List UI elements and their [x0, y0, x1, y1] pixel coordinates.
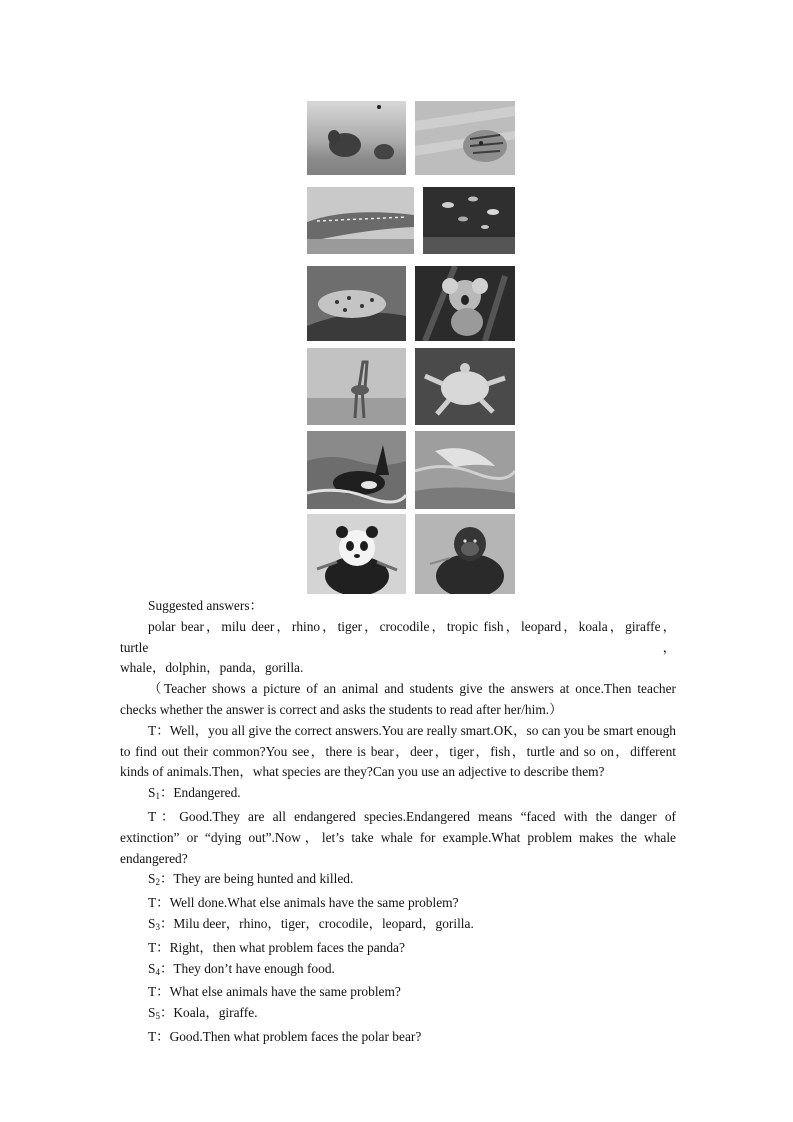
tiger-photo	[415, 101, 515, 175]
suggested-answers-heading: Suggested answers：	[148, 598, 263, 613]
dialogue-student-4: $S_4$：They don’t have enough food.	[148, 960, 335, 977]
teacher-instruction: （Teacher shows a picture of an animal and students give the answers at once.Then teacher checks whether the answer is correct and asks the students to read after her/him.）	[120, 681, 676, 717]
dolphin-photo	[415, 431, 515, 509]
crocodile-photo	[307, 187, 414, 254]
dialogue-teacher-4: T：Right，then what problem faces the panda?	[148, 939, 405, 955]
panda-photo	[307, 514, 406, 594]
dialogue-student-3: $S_3$：Milu deer，rhino，tiger，crocodile，leopard，gorilla.	[148, 915, 474, 932]
dialogue-student-1: $S_1$：Endangered.	[148, 785, 241, 802]
giraffe-photo	[307, 348, 406, 425]
dialogue-student-5: $S_5$：Koala，giraffe.	[148, 1005, 258, 1022]
rhino-photo	[307, 101, 406, 175]
koala-photo	[415, 266, 515, 341]
dialogue-teacher-5: T：What else animals have the same problem?	[148, 984, 401, 1000]
dialogue-teacher-3: T：Well done.What else animals have the same problem?	[148, 895, 459, 911]
dialogue-student-2: $S_2$：They are being hunted and killed.	[148, 871, 354, 888]
turtle-photo	[415, 348, 515, 425]
dialogue-teacher-1: T：Well，you all give the correct answers.You are really smart.OK，so can you be smart enough to find out their common?You see，there is bear，deer，tiger，fish，turtle and so on，different kinds of animals.Then，what species are they?Can you use an adjective to describe them?	[120, 722, 676, 780]
whale-photo	[307, 431, 406, 509]
leopard-photo	[307, 266, 406, 341]
answers-line-2: whale，dolphin，panda，gorilla.	[120, 660, 304, 676]
dialogue-teacher-6: T：Good.Then what problem faces the polar bear?	[148, 1028, 422, 1044]
dialogue-teacher-2: T：Good.They are all endangered species.Endangered means “faced with the danger of extinction” or “dying out”.Now，let’s take whale for example.What problem makes the whale endangered?	[120, 808, 676, 866]
lesson-text	[120, 596, 676, 1048]
answers-line-1: polar bear，milu deer，rhino，tiger，crocodile，tropic fish，leopard，koala，giraffe，turtle，	[120, 618, 676, 655]
tropic-fish-photo	[423, 187, 515, 254]
gorilla-photo	[415, 514, 515, 594]
